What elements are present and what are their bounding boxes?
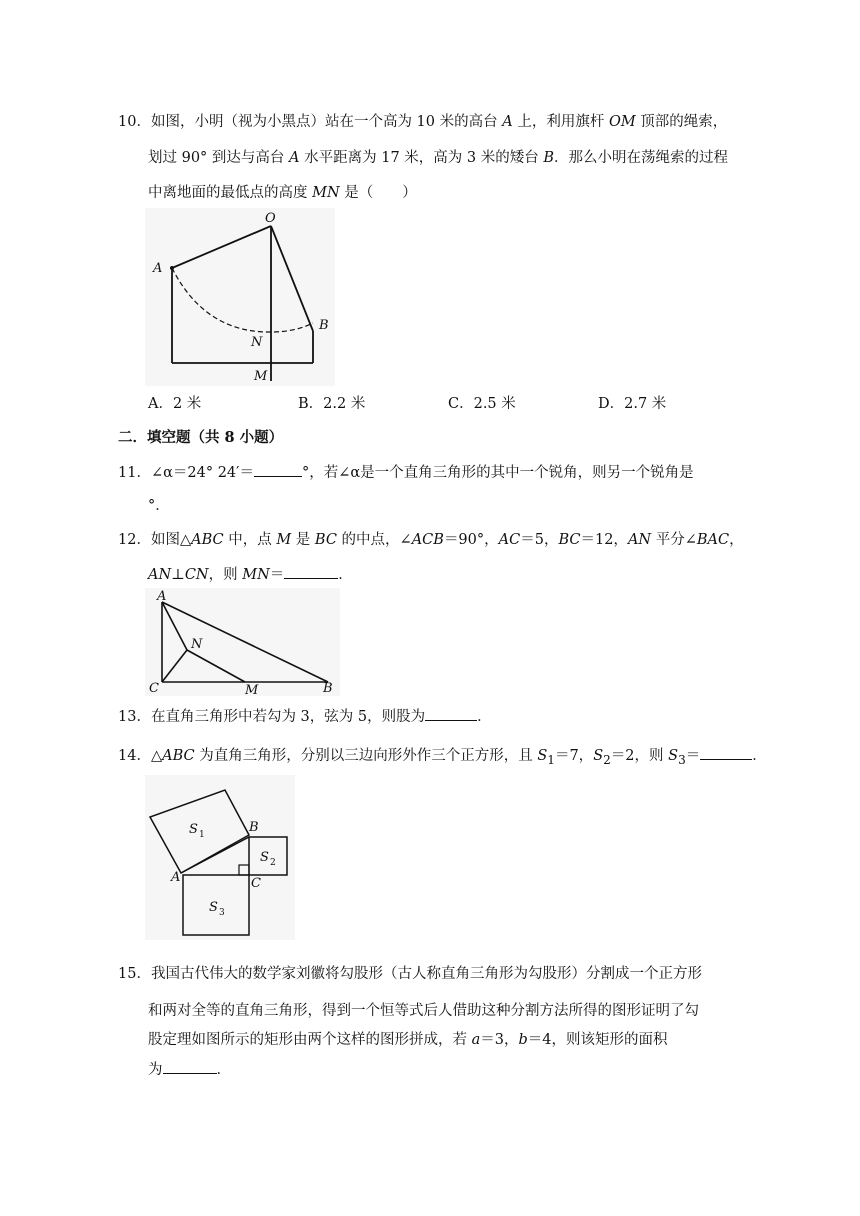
q12-text: ＝: [269, 567, 285, 583]
label-b: B: [319, 318, 329, 333]
label-c: C: [251, 876, 261, 891]
label-c: C: [149, 681, 159, 696]
label-s3: S: [209, 900, 218, 915]
label-s2-sub: 2: [270, 858, 276, 868]
var-abc: ABC: [162, 748, 195, 764]
option-b[interactable]: B．2.2 米: [298, 396, 366, 412]
var-abc: ABC: [191, 532, 224, 548]
q11-text: °，若∠α是一个直角三角形的其中一个锐角，则另一个锐角是: [301, 465, 694, 481]
q14-figure: [145, 775, 295, 940]
var-b: b: [518, 1032, 528, 1048]
q15-text: 股定理如图所示的矩形由两个这样的图形拼成，若: [148, 1032, 472, 1048]
q11-number: 11．: [118, 465, 151, 481]
q10-text: 是（ ）: [339, 185, 417, 201]
q12-figure: [145, 588, 340, 696]
q10-text: 上，利用旗杆: [512, 114, 609, 130]
q13-line: [118, 706, 492, 727]
option-a[interactable]: A．2 米: [148, 396, 202, 412]
var-MN: MN: [312, 185, 340, 201]
q14-text: 为直角三角形，分别以三边向形外作三个正方形，且: [194, 748, 538, 764]
answer-blank[interactable]: [700, 745, 752, 760]
q15-text: ＝3，: [480, 1032, 519, 1048]
q15-line4: [148, 1059, 231, 1080]
var-A: A: [289, 150, 300, 166]
q12-text: ＝12，: [580, 532, 628, 548]
option-d[interactable]: D．2.7 米: [598, 396, 667, 412]
label-o: O: [265, 211, 276, 226]
q12-text: 平分∠: [651, 532, 697, 548]
q10-text: ．那么小明在荡绳索的过程: [554, 150, 729, 166]
q12-text: ＝90°，: [443, 532, 499, 548]
q14-text: ．: [752, 748, 767, 764]
q14-text: △: [150, 748, 163, 764]
q14-text: ＝: [685, 748, 701, 764]
q12-line1: [118, 530, 744, 550]
q13-text: 在直角三角形中若勾为 3，弦为 5，则股为: [150, 709, 426, 725]
var-s3: S: [668, 748, 679, 764]
var-an: AN: [627, 532, 652, 548]
var-bac: BAC: [696, 532, 730, 548]
q10-figure: [145, 208, 335, 386]
q12-text: 中，点: [223, 532, 277, 548]
var-bc: BC: [314, 532, 337, 548]
label-s1-sub: 1: [199, 830, 205, 840]
q10-line1: [118, 112, 727, 132]
q12-line2: [148, 564, 353, 585]
q15-text: 我国古代伟大的数学家刘徽将勾股形（古人称直角三角形为勾股形）分割成一个正方形: [150, 966, 702, 982]
q10-number: 10．: [118, 114, 151, 130]
var-bc: BC: [558, 532, 581, 548]
q10-line3: [148, 183, 417, 203]
q12-text: ，: [729, 532, 744, 548]
q15-text: ＝4，则该矩形的面积: [527, 1032, 668, 1048]
q10-line2: [148, 148, 728, 168]
subscript: 3: [678, 752, 686, 767]
q15-number: 15．: [118, 966, 151, 982]
q12-number: 12．: [118, 532, 151, 548]
subscript: 2: [603, 752, 611, 767]
figure-background: [145, 208, 335, 386]
q11-line2: °．: [148, 498, 170, 514]
q12-text: 如图△: [150, 532, 192, 548]
answer-blank[interactable]: [254, 462, 302, 477]
q12-text: ＝5，: [520, 532, 559, 548]
q14-line: [118, 745, 767, 770]
q12-text: ⊥: [171, 567, 185, 583]
label-a: A: [153, 261, 163, 276]
answer-blank[interactable]: [163, 1059, 217, 1074]
label-b: B: [249, 820, 259, 835]
var-s2: S: [593, 748, 604, 764]
var-an: AN: [148, 567, 172, 583]
q10-text: 顶部的绳索，: [635, 114, 728, 130]
var-acb: ACB: [411, 532, 444, 548]
var-A: A: [502, 114, 513, 130]
var-OM: OM: [608, 114, 636, 130]
var-s1: S: [537, 748, 548, 764]
var-ac: AC: [498, 532, 521, 548]
q12-text: ．: [338, 567, 353, 583]
label-a: A: [157, 589, 167, 604]
q10-text: 如图，小明（视为小黑点）站在一个高为 10 米的高台: [150, 114, 503, 130]
q12-text: 是: [291, 532, 315, 548]
q14-number: 14．: [118, 748, 151, 764]
q10-text: 水平距离为 17 米，高为 3 米的矮台: [299, 150, 544, 166]
var-B: B: [543, 150, 555, 166]
label-m: M: [254, 369, 268, 384]
answer-blank[interactable]: [425, 706, 477, 721]
label-s2: S: [260, 850, 269, 865]
q14-text: ＝7，: [554, 748, 594, 764]
q11-text: ∠α＝24° 24′＝: [150, 465, 254, 481]
label-n: N: [191, 637, 203, 652]
q13-number: 13．: [118, 709, 151, 725]
q15-text: ．: [216, 1062, 231, 1078]
label-s3-sub: 3: [219, 908, 225, 918]
subscript: 1: [547, 752, 555, 767]
section-title: 二．填空题（共 8 小题）: [118, 429, 284, 446]
q15-text: 为: [148, 1062, 163, 1078]
q15-line1: [118, 964, 702, 984]
label-s1: S: [189, 822, 198, 837]
q15-line3: [148, 1030, 668, 1050]
label-b: B: [323, 681, 333, 696]
var-m: M: [276, 532, 292, 548]
q11-line1: [118, 462, 694, 483]
var-cn: CN: [184, 567, 209, 583]
label-n: N: [251, 335, 263, 350]
q13-text: ．: [477, 709, 492, 725]
var-mn: MN: [242, 567, 270, 583]
option-c[interactable]: C．2.5 米: [448, 396, 516, 412]
label-m: M: [245, 683, 259, 696]
label-a: A: [171, 870, 181, 885]
q14-text: ＝2，则: [610, 748, 669, 764]
q12-text: ，则: [208, 567, 243, 583]
var-a: a: [471, 1032, 481, 1048]
q10-text: 划过 90° 到达与高台: [148, 150, 290, 166]
q12-text: 的中点，∠: [336, 532, 412, 548]
q15-line2: 和两对全等的直角三角形，得到一个恒等式后人借助这种分割方法所得的图形证明了勾: [148, 1003, 699, 1019]
point-a: [170, 266, 174, 270]
answer-blank[interactable]: [284, 564, 338, 579]
q10-text: 中离地面的最低点的高度: [148, 185, 313, 201]
